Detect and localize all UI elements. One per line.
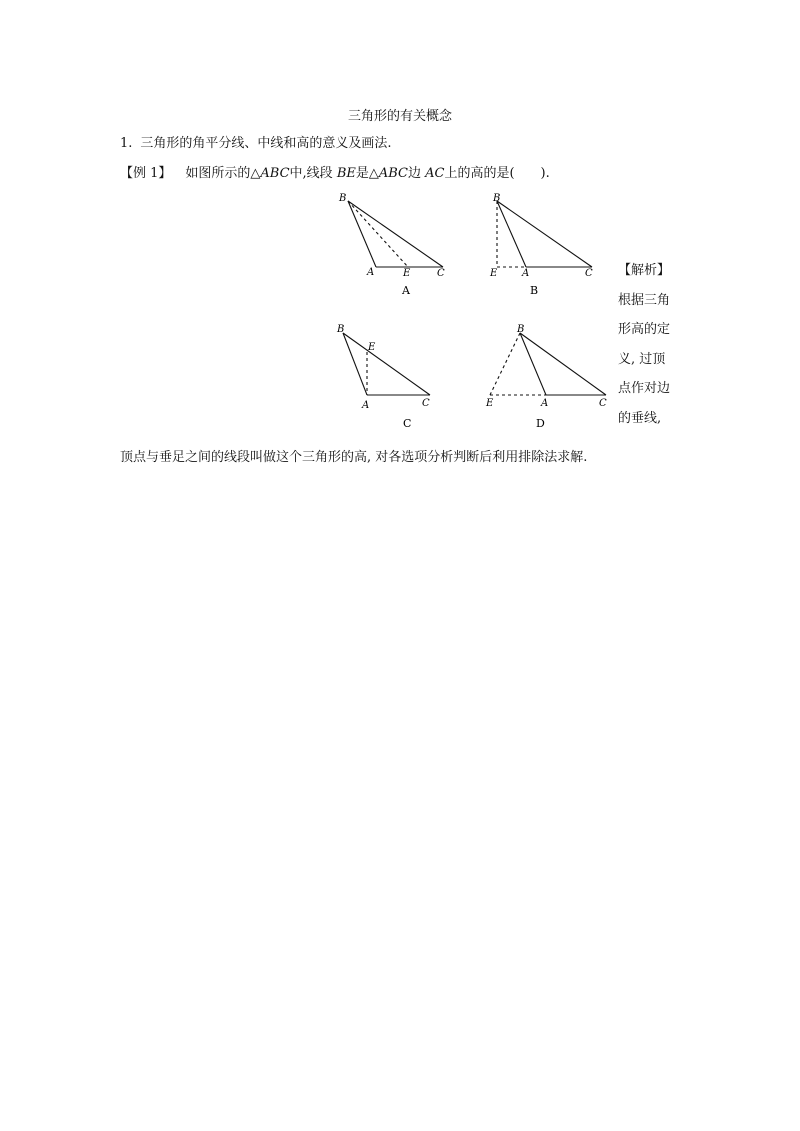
figure-b-label: B (530, 284, 539, 297)
vertex-a-label: A (367, 267, 375, 278)
figure-b (497, 201, 592, 267)
figure-a-label: A (402, 284, 410, 297)
side-name: AC (425, 166, 445, 181)
page-title: 三角形的有关概念 (347, 109, 452, 124)
vertex-b-label: B (337, 324, 345, 335)
analysis-line: 的垂线, (618, 410, 662, 426)
analysis-continuation: 顶点与垂足之间的线段叫做这个三角形的高, 对各选项分析判断后利用排除法求解. (120, 450, 588, 465)
vertex-b-label: B (339, 193, 347, 204)
vertex-b-label: B (517, 324, 525, 335)
analysis-line: 根据三角 (618, 292, 671, 308)
section-text: 三角形的角平分线、中线和高的意义及画法. (140, 136, 392, 151)
vertex-a-label: A (522, 268, 530, 279)
side-bc (343, 333, 430, 395)
analysis-line: 形高的定 (618, 322, 671, 337)
vertex-e-label: E (486, 398, 494, 409)
question-text-part: 如图所示的△ (185, 166, 261, 181)
vertex-c-label: C (599, 398, 607, 409)
example-tag: 【例 1】 (120, 166, 172, 181)
triangle-name: ABC (378, 166, 408, 181)
analysis-tag: 【解析】 (618, 263, 671, 278)
vertex-e-label: E (490, 268, 498, 279)
question-text-part: 边 (408, 166, 426, 181)
vertex-c-label: C (422, 398, 430, 409)
vertex-e-label: E (368, 342, 376, 353)
question-text-part: 是△ (355, 166, 379, 181)
question-text-part: 上的高的是( ). (444, 166, 550, 181)
segment-name: BE (336, 166, 356, 181)
figure-c (343, 333, 430, 395)
segment-be (348, 201, 408, 267)
vertex-b-label: B (493, 193, 501, 204)
side-ba (343, 333, 367, 395)
analysis-line: 点作对边 (618, 381, 671, 396)
figure-a (348, 201, 443, 267)
figure-c-label: C (403, 417, 412, 430)
vertex-a-label: A (541, 398, 549, 409)
figure-d (490, 333, 606, 395)
section-number: 1. (120, 136, 133, 151)
triangle-name: ABC (260, 166, 290, 181)
vertex-c-label: C (585, 268, 593, 279)
analysis-line: 义, 过顶 (618, 351, 666, 367)
question-text-part: 中,线段 (289, 166, 337, 181)
vertex-a-label: A (362, 400, 370, 411)
vertex-c-label: C (437, 268, 445, 279)
figure-d-label: D (536, 417, 545, 430)
vertex-e-label: E (403, 268, 411, 279)
segment-be (490, 333, 520, 395)
analysis-block (618, 256, 688, 433)
